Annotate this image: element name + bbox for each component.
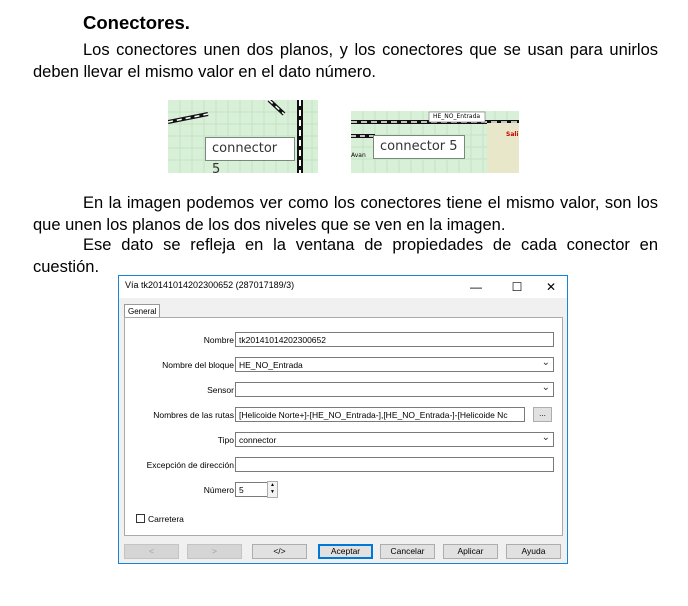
- street-label: Avan: [351, 152, 366, 159]
- block-label: HE_NO_Entrada: [433, 113, 481, 120]
- nombre-label: Nombre: [203, 335, 234, 345]
- paragraph-intro: Los conectores unen dos planos, y los conectores que se usan para unirlos deben llevar el mismo valor en el dato número.: [33, 41, 658, 81]
- accept-button[interactable]: Aceptar: [318, 544, 373, 559]
- sensor-select[interactable]: [235, 382, 554, 397]
- apply-button[interactable]: Aplicar: [443, 544, 498, 559]
- code-button[interactable]: </>: [252, 544, 307, 559]
- next-button[interactable]: >: [187, 544, 242, 559]
- bloque-select[interactable]: HE_NO_Entrada ⌄: [235, 357, 554, 372]
- close-button[interactable]: ✕: [545, 280, 557, 294]
- connector-label: connector 5: [205, 137, 295, 161]
- spin-down-icon[interactable]: ▼: [270, 489, 275, 495]
- map-snippet-right: [351, 111, 519, 173]
- previous-button[interactable]: <: [124, 544, 179, 559]
- minimize-button[interactable]: —: [470, 280, 482, 294]
- nombre-input[interactable]: tk20141014202300652: [235, 332, 554, 347]
- numero-label: Número: [203, 485, 234, 495]
- numero-spinner[interactable]: [267, 481, 278, 498]
- rutas-browse-button[interactable]: ...: [533, 407, 552, 422]
- bloque-label: Nombre del bloque: [162, 360, 234, 370]
- tipo-select[interactable]: connector ⌄: [235, 432, 554, 447]
- map-snippet-left: [168, 100, 318, 173]
- help-button[interactable]: Ayuda: [506, 544, 561, 559]
- paragraph-properties: Ese dato se refleja en la ventana de propiedades de cada conector en cuestión.: [33, 236, 658, 276]
- carretera-checkbox[interactable]: [136, 514, 145, 523]
- carretera-label: Carretera: [148, 514, 184, 524]
- tipo-label: Tipo: [217, 435, 234, 445]
- spin-up-icon[interactable]: ▲: [270, 482, 275, 488]
- section-heading: Conectores.: [83, 12, 190, 33]
- maximize-button[interactable]: ☐: [511, 280, 523, 294]
- tab-general[interactable]: General: [124, 304, 160, 318]
- sensor-label: Sensor: [207, 385, 234, 395]
- rutas-input[interactable]: [Helicoide Norte+]-[HE_NO_Entrada-],[HE_NO_Entrada-]-[Helicoide Nc: [235, 407, 525, 422]
- general-panel: [124, 317, 563, 536]
- rutas-label: Nombres de las rutas: [153, 410, 234, 420]
- excepcion-label: Excepción de dirección: [146, 460, 234, 470]
- cancel-button[interactable]: Cancelar: [380, 544, 435, 559]
- side-label: Sali: [506, 131, 519, 138]
- dialog-titlebar[interactable]: [119, 276, 567, 298]
- numero-input[interactable]: 5: [235, 482, 268, 497]
- properties-dialog: [118, 275, 568, 564]
- excepcion-input[interactable]: [235, 457, 554, 472]
- dialog-title: Vía tk20141014202300652 (287017189/3): [125, 280, 295, 290]
- connector-label: connector 5: [373, 135, 465, 159]
- paragraph-explanation: En la imagen podemos ver como los conectores tiene el mismo valor, son los que unen los planos de los dos niveles que se ven en la imagen.: [33, 194, 658, 234]
